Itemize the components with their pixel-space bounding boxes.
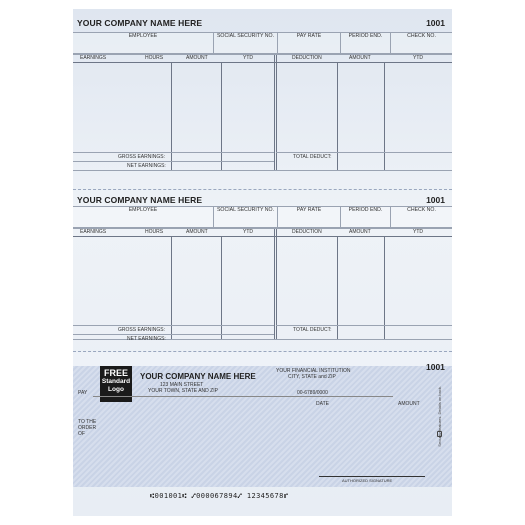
padlock-icon — [437, 431, 442, 437]
stub-check-number: 1001 — [426, 195, 445, 205]
date-label: DATE — [316, 401, 329, 407]
col-earnings: EARNINGS — [80, 55, 107, 61]
security-features-text: Security features. Details on back. — [437, 386, 442, 447]
stub-header-row — [73, 32, 452, 54]
col-ytd: YTD — [243, 229, 253, 235]
col-ded-ytd: YTD — [413, 55, 423, 61]
period-end-cell: PERIOD END. — [340, 32, 390, 54]
employee-cell: EMPLOYEE — [73, 206, 213, 228]
company-address-2: YOUR TOWN, STATE AND ZIP — [148, 388, 218, 394]
col-deduction: DEDUCTION — [292, 229, 322, 235]
stub-check-number: 1001 — [426, 18, 445, 28]
col-amount: AMOUNT — [186, 229, 208, 235]
amount-label: AMOUNT — [398, 401, 420, 407]
col-earnings: EARNINGS — [80, 229, 107, 235]
total-deduct-label: TOTAL DEDUCT: — [293, 327, 332, 333]
check-no-cell: CHECK NO. — [390, 206, 452, 228]
ssn-cell: SOCIAL SECURITY NO. — [213, 206, 277, 228]
net-earnings-label: NET EARNINGS: — [127, 336, 166, 342]
top-stub — [73, 9, 452, 179]
signature-line — [319, 476, 425, 477]
bank-city: CITY, STATE and ZIP — [288, 374, 336, 380]
col-amount: AMOUNT — [186, 55, 208, 61]
period-end-cell: PERIOD END. — [340, 206, 390, 228]
pay-rate-cell: PAY RATE — [277, 32, 340, 54]
check-top-band — [73, 352, 452, 366]
col-deduction: DEDUCTION — [292, 55, 322, 61]
check-number: 1001 — [426, 362, 445, 372]
check-no-cell: CHECK NO. — [390, 32, 452, 54]
bank-name: YOUR FINANCIAL INSTITUTION — [276, 368, 351, 374]
pay-line — [93, 396, 393, 397]
ssn-cell: SOCIAL SECURITY NO. — [213, 32, 277, 54]
net-earnings-label: NET EARNINGS: — [127, 163, 166, 169]
middle-stub — [73, 189, 452, 349]
stub-company-name: YOUR COMPANY NAME HERE — [77, 18, 203, 28]
col-ded-ytd: YTD — [413, 229, 423, 235]
total-deduct-label: TOTAL DEDUCT: — [293, 154, 332, 160]
order-label-1: TO THE — [78, 419, 97, 425]
pay-label: PAY — [78, 390, 88, 396]
gross-earnings-label: GROSS EARNINGS: — [118, 327, 165, 333]
col-ded-amount: AMOUNT — [349, 229, 371, 235]
col-ytd: YTD — [243, 55, 253, 61]
col-hours: HOURS — [145, 55, 164, 61]
stub-header-row — [73, 206, 452, 228]
order-label-3: OF — [78, 431, 85, 437]
company-address-1: 123 MAIN STREET — [160, 382, 204, 388]
employee-cell: EMPLOYEE — [73, 32, 213, 54]
earnings-grid — [73, 228, 452, 340]
col-hours: HOURS — [145, 229, 164, 235]
stub-company-name: YOUR COMPANY NAME HERE — [77, 195, 203, 205]
signature-label: AUTHORIZED SIGNATURE — [342, 478, 393, 483]
micr-line: ⑆001001⑆ ⑇000067894⑇ 12345678⑈ — [150, 492, 289, 500]
earnings-grid — [73, 54, 452, 171]
routing-fraction: 00-6789/0000 — [297, 390, 328, 396]
logo-placeholder: FREE Standard Logo — [100, 366, 132, 402]
col-ded-amount: AMOUNT — [349, 55, 371, 61]
pay-rate-cell: PAY RATE — [277, 206, 340, 228]
check-company-name: YOUR COMPANY NAME HERE — [140, 372, 256, 381]
gross-earnings-label: GROSS EARNINGS: — [118, 154, 165, 160]
order-label-2: ORDER — [78, 425, 97, 431]
